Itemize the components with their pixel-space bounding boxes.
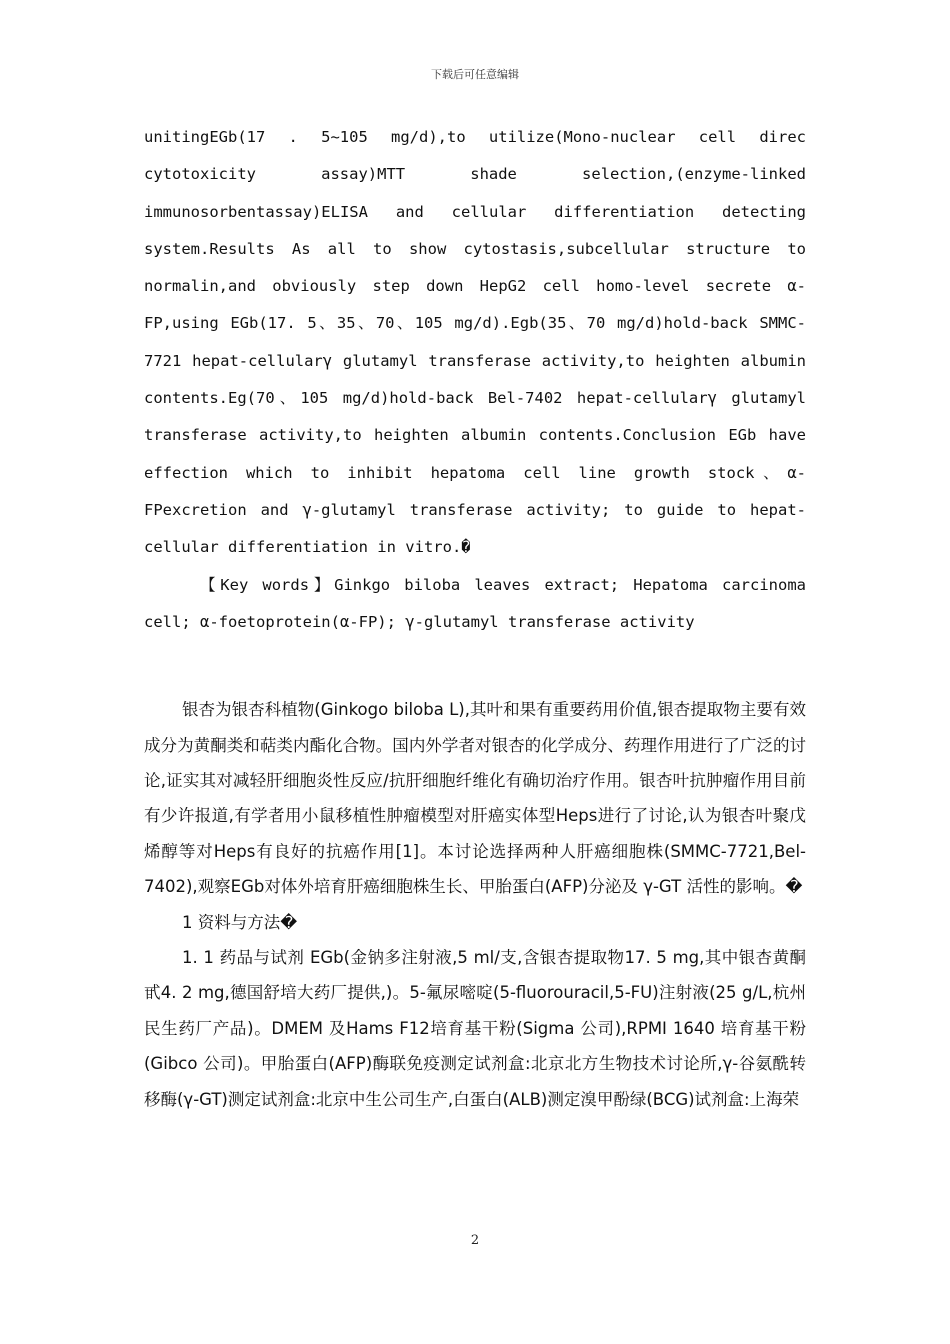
abstract-continued-paragraph: unitingEGb(17 . 5~105 mg/d),to utilize(Mono-nuclear cell direc cytotoxicity assay)MTT shade selection,(enzyme-linked immunosorbentassay)ELISA and cellular differentiation detecting system.Results As all to show cytostasis,subcellular structure to normalin,and obviously step down HepG2 cell homo-level secrete α-FP,using EGb(17. 5、35、70、105 mg/d).Egb(35、70 mg/d)hold-back SMMC-7721 hepat-cellularγ glutamyl transferase activity,to heighten albumin contents.Eg(70、105 mg/d)hold-back Bel-7402 hepat-cellularγ glutamyl transferase activity,to heighten albumin contents.Conclusion EGb have effection which to inhibit hepatoma cell line growth stock、α-FPexcretion and γ-glutamyl transferase activity; to guide to hepat-cellular differentiation in vitro.� xyxy=(144,128,806,557)
page-header-note: 下载后可任意编辑 xyxy=(431,68,519,81)
materials-paragraph: 1. 1 药品与试剂 EGb(金钠多注射液,5 ml/支,含银杏提取物17. 5 mg,其中银杏黄酮甙4. 2 mg,德国舒培大药厂提供,)。5-氟尿嘧啶(5-fluorouracil,5-FU)注射液(25 g/L,杭州民生药厂产品)。DMEM 及Hams F12培育基干粉(Sigma 公司),RPMI 1640 培育基干粉(Gibco 公司)。甲胎蛋白(AFP)酶联免疫测定试剂盒:北京北方生物技术讨论所,γ-谷氨酰转移酶(γ-GT)测定试剂盒:北京中生公司生产,白蛋白(ALB)测定溴甲酚绿(BCG)试剂盒:上海荣 xyxy=(144,948,806,1109)
key-words-paragraph xyxy=(144,567,806,642)
intro-paragraph: 银杏为银杏科植物(Ginkogo biloba L),其叶和果有重要药用价值,银杏提取物主要有效成分为黄酮类和萜类内酯化合物。国内外学者对银杏的化学成分、药理作用进行了广泛的讨论,证实其对减轻肝细胞炎性反应/抗肝细胞纤维化有确切治疗作用。银杏叶抗肿瘤作用目前有少许报道,有学者用小鼠移植性肿瘤模型对肝癌实体型Heps进行了讨论,认为银杏叶聚戊烯醇等对Heps有良好的抗癌作用[1]。本讨论选择两种人肝癌细胞株(SMMC-7721,Bel-7402),观察EGb对体外培育肝癌细胞株生长、甲胎蛋白(AFP)分泌及 γ-GT 活性的影响。� xyxy=(144,700,806,897)
key-words-label: 【Key words】 xyxy=(200,575,335,594)
key-words-text: Ginkgo biloba leaves extract; Hepatoma carcinoma cell; α-foetoprotein(α-FP); γ-glutamyl transferase activity xyxy=(144,575,806,631)
page-number: 2 xyxy=(470,1233,480,1248)
document-body xyxy=(144,119,806,1117)
section-heading: 1 资料与方法� xyxy=(182,912,298,932)
